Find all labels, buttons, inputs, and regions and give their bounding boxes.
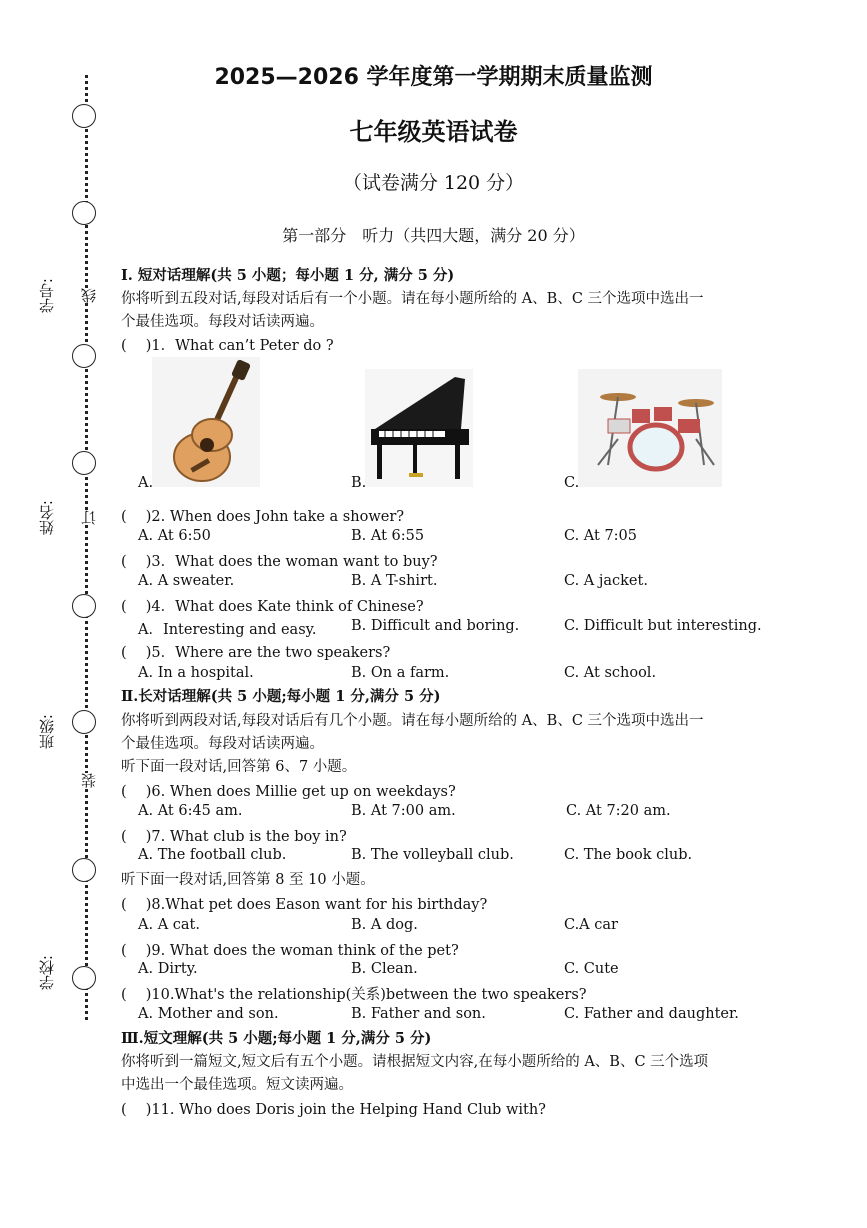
option-a: A. Dirty. <box>138 961 198 977</box>
dialog-note: 听下面一段对话,回答第 6、7 小题。 <box>121 759 357 775</box>
question-5: ( )5．Where are the two speakers? <box>121 645 391 661</box>
instructions: 你将听到一篇短文,短文后有五个小题。请根据短文内容,在每小题所给的 A、B、C 三个选项 <box>121 1054 709 1070</box>
class-label: 班级: <box>38 714 56 750</box>
option-b: B. Difficult and boring. <box>351 618 520 634</box>
section-heading: Ⅲ.短文理解(共 5 小题;每小题 1 分,满分 5 分) <box>121 1030 432 1047</box>
option-a: A. Mother and son. <box>138 1006 279 1022</box>
option-a: A. The football club. <box>138 847 287 863</box>
option-c: C. The book club. <box>564 847 693 863</box>
instructions: 个最佳选项。每段对话读两遍。 <box>121 314 324 330</box>
dialog-note: 听下面一段对话,回答第 8 至 10 小题。 <box>121 872 375 888</box>
option-c: C. Father and daughter. <box>564 1006 739 1022</box>
section-heading: Ⅱ.长对话理解(共 5 小题;每小题 1 分,满分 5 分) <box>121 688 441 705</box>
section-heading: Ⅰ. 短对话理解(共 5 小题；每小题 1 分, 满分 5 分) <box>121 267 455 284</box>
binding-hole <box>72 710 96 734</box>
question-9: ( )9. What does the woman think of the pet? <box>121 943 459 959</box>
question-6: ( )6. When does Millie get up on weekdays? <box>121 784 456 800</box>
option-c: C. <box>564 475 580 491</box>
option-a: A. <box>138 475 154 491</box>
name-label: 姓名: <box>38 500 56 536</box>
binding-hole <box>72 201 96 225</box>
exam-title: 2025—2026 学年度第一学期期末质量监测 <box>214 65 653 90</box>
option-b: B. Clean. <box>351 961 418 977</box>
binding-mark-line: 线 <box>80 288 98 303</box>
exam-subtitle: 七年级英语试卷 <box>349 117 518 146</box>
option-b: B. On a farm. <box>351 665 450 681</box>
option-a: A. In a hospital. <box>138 665 254 681</box>
option-b: B. At 6:55 <box>351 528 425 544</box>
binding-mark-staple: 订 <box>80 510 98 525</box>
option-b: B. Father and son. <box>351 1006 486 1022</box>
school-label: 学校: <box>38 955 56 991</box>
score-note: （试卷满分 120 分） <box>342 172 525 194</box>
binding-hole <box>72 451 96 475</box>
student-id-label: 学号: <box>38 278 56 314</box>
question-4: ( )4．What does Kate think of Chinese? <box>121 599 424 615</box>
instructions: 个最佳选项。每段对话读两遍。 <box>121 736 324 752</box>
instructions: 中选出一个最佳选项。短文读两遍。 <box>121 1077 353 1093</box>
part-title: 第一部分 听力（共四大题，满分 20 分） <box>282 226 585 245</box>
binding-hole <box>72 966 96 990</box>
drum-kit-picture <box>578 369 722 487</box>
option-c: C. Cute <box>564 961 619 977</box>
option-a: A. At 6:45 am. <box>138 803 243 819</box>
binding-hole <box>72 344 96 368</box>
option-a: A. At 6:50 <box>138 528 211 544</box>
option-b: B. The volleyball club. <box>351 847 514 863</box>
question-7: ( )7. What club is the boy in? <box>121 829 347 845</box>
question-1: ( )1．What can’t Peter do ? <box>121 338 334 354</box>
question-10: ( )10.What's the relationship(关系)between the two speakers? <box>121 987 587 1003</box>
question-11: ( )11. Who does Doris join the Helping Hand Club with? <box>121 1102 546 1118</box>
binding-hole <box>72 594 96 618</box>
question-2: ( )2. When does John take a shower? <box>121 509 405 525</box>
option-b: B. A dog. <box>351 917 418 933</box>
option-a: A. A sweater. <box>138 573 235 589</box>
option-c: C. Difficult but interesting. <box>564 618 762 634</box>
option-b: B. At 7:00 am. <box>351 803 456 819</box>
binding-mark-bind: 装 <box>80 773 98 788</box>
option-c: C. At 7:05 <box>564 528 638 544</box>
binding-hole <box>72 858 96 882</box>
guitar-picture <box>152 357 260 487</box>
option-c: C. At school. <box>564 665 657 681</box>
option-c: C.A car <box>564 917 618 933</box>
option-c: C. At 7:20 am. <box>566 803 671 819</box>
instructions: 你将听到五段对话,每段对话后有一个小题。请在每小题所给的 A、B、C 三个选项中选出一 <box>121 291 704 307</box>
option-b: B. <box>351 475 367 491</box>
option-c: C. A jacket. <box>564 573 648 589</box>
piano-picture <box>365 369 473 487</box>
option-a: A. A cat. <box>138 917 200 933</box>
option-a: A．Interesting and easy. <box>138 622 317 638</box>
question-3: ( )3．What does the woman want to buy? <box>121 554 438 570</box>
instructions: 你将听到两段对话,每段对话后有几个小题。请在每小题所给的 A、B、C 三个选项中选出一 <box>121 713 704 729</box>
question-8: ( )8.What pet does Eason want for his birthday? <box>121 897 488 913</box>
option-b: B. A T-shirt. <box>351 573 438 589</box>
